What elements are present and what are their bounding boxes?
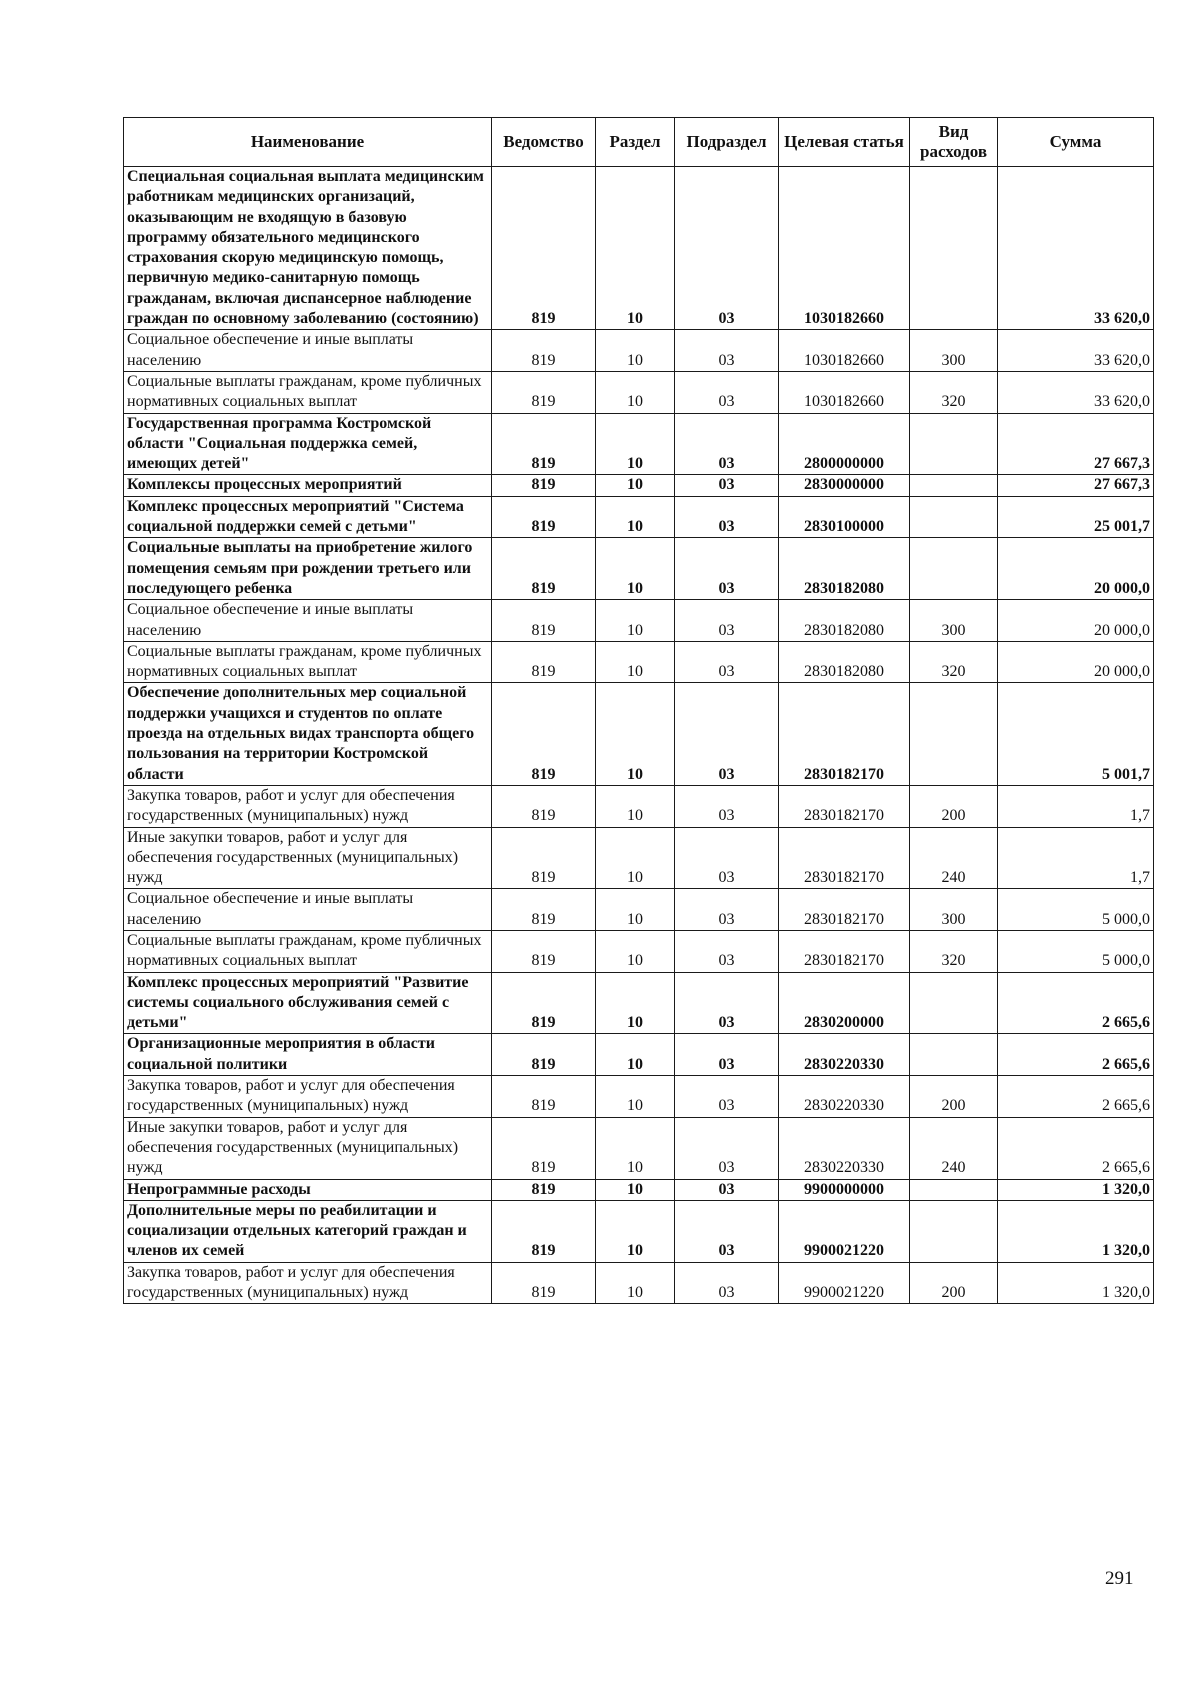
cell-amount: 33 620,0 [998,330,1154,372]
cell-section: 10 [596,683,675,785]
cell-section: 10 [596,167,675,330]
cell-amount: 2 665,6 [998,1034,1154,1076]
cell-expense-type [910,538,998,600]
cell-subsection: 03 [675,1179,779,1200]
cell-target-item: 9900000000 [779,1179,910,1200]
cell-amount: 1 320,0 [998,1200,1154,1262]
cell-subsection: 03 [675,972,779,1034]
cell-target-item: 2830182170 [779,889,910,931]
budget-table-container [123,117,1153,1304]
cell-section: 10 [596,1034,675,1076]
cell-subsection: 03 [675,475,779,496]
cell-amount: 5 000,0 [998,930,1154,972]
table-row [124,167,1154,330]
cell-amount: 33 620,0 [998,371,1154,413]
table-row [124,413,1154,475]
cell-expense-type [910,413,998,475]
cell-amount: 20 000,0 [998,641,1154,683]
cell-subsection: 03 [675,683,779,785]
cell-expense-type [910,1200,998,1262]
cell-target-item: 2830220330 [779,1034,910,1076]
table-row [124,330,1154,372]
cell-target-item: 2830182170 [779,930,910,972]
cell-section: 10 [596,496,675,538]
cell-expense-type [910,1034,998,1076]
cell-target-item: 2830220330 [779,1117,910,1179]
cell-name: Социальные выплаты гражданам, кроме публичных нормативных социальных выплат [124,930,492,972]
cell-subsection: 03 [675,641,779,683]
cell-section: 10 [596,972,675,1034]
cell-name: Государственная программа Костромской области "Социальная поддержка семей, имеющих детей" [124,413,492,475]
cell-amount: 25 001,7 [998,496,1154,538]
budget-table [123,117,1154,1304]
cell-subsection: 03 [675,785,779,827]
cell-subsection: 03 [675,330,779,372]
cell-department: 819 [492,371,596,413]
cell-expense-type [910,1179,998,1200]
cell-subsection: 03 [675,1200,779,1262]
cell-name: Социальные выплаты гражданам, кроме публичных нормативных социальных выплат [124,371,492,413]
cell-department: 819 [492,1200,596,1262]
table-row [124,827,1154,889]
cell-target-item: 2830220330 [779,1076,910,1118]
cell-subsection: 03 [675,371,779,413]
cell-name: Организационные мероприятия в области социальной политики [124,1034,492,1076]
cell-subsection: 03 [675,600,779,642]
table-row [124,600,1154,642]
cell-department: 819 [492,538,596,600]
cell-name: Комплекс процессных мероприятий "Система социальной поддержки семей с детьми" [124,496,492,538]
cell-amount: 20 000,0 [998,600,1154,642]
cell-section: 10 [596,827,675,889]
cell-target-item: 2830182080 [779,538,910,600]
cell-department: 819 [492,785,596,827]
table-row [124,683,1154,785]
cell-name: Закупка товаров, работ и услуг для обеспечения государственных (муниципальных) нужд [124,1262,492,1304]
cell-department: 819 [492,330,596,372]
cell-name: Специальная социальная выплата медицинским работникам медицинских организаций, оказывающим не входящую в базовую программу обязательного медицинского страхования скорую медицинскую помощь, первичную медико-санитарную помощь гражданам, включая диспансерное наблюдение граждан по основному заболеванию (состоянию) [124,167,492,330]
cell-name: Комплекс процессных мероприятий "Развитие системы социального обслуживания семей с детьми" [124,972,492,1034]
cell-expense-type: 320 [910,641,998,683]
cell-amount: 1 320,0 [998,1262,1154,1304]
table-header-row [124,118,1154,167]
table-row [124,475,1154,496]
cell-expense-type: 200 [910,1262,998,1304]
header-subsection: Подраздел [675,118,779,167]
header-target-item: Целевая статья [779,118,910,167]
cell-amount: 27 667,3 [998,413,1154,475]
cell-amount: 5 001,7 [998,683,1154,785]
cell-expense-type [910,683,998,785]
cell-target-item: 1030182660 [779,330,910,372]
header-section: Раздел [596,118,675,167]
cell-name: Иные закупки товаров, работ и услуг для обеспечения государственных (муниципальных) нужд [124,1117,492,1179]
table-row [124,641,1154,683]
table-row [124,1200,1154,1262]
cell-target-item: 1030182660 [779,371,910,413]
cell-expense-type: 200 [910,1076,998,1118]
cell-target-item: 2830100000 [779,496,910,538]
cell-target-item: 2830000000 [779,475,910,496]
cell-section: 10 [596,930,675,972]
cell-department: 819 [492,1262,596,1304]
table-row [124,972,1154,1034]
cell-target-item: 2800000000 [779,413,910,475]
cell-section: 10 [596,1179,675,1200]
cell-section: 10 [596,330,675,372]
table-row [124,1034,1154,1076]
header-department: Ведомство [492,118,596,167]
cell-expense-type: 300 [910,889,998,931]
cell-department: 819 [492,641,596,683]
cell-section: 10 [596,538,675,600]
cell-section: 10 [596,1117,675,1179]
table-row [124,1262,1154,1304]
cell-target-item: 2830182080 [779,600,910,642]
cell-target-item: 9900021220 [779,1262,910,1304]
cell-expense-type: 200 [910,785,998,827]
cell-name: Комплексы процессных мероприятий [124,475,492,496]
cell-subsection: 03 [675,1117,779,1179]
cell-amount: 1,7 [998,827,1154,889]
cell-name: Социальное обеспечение и иные выплаты населению [124,600,492,642]
cell-section: 10 [596,1262,675,1304]
cell-subsection: 03 [675,827,779,889]
cell-target-item: 2830182170 [779,827,910,889]
cell-department: 819 [492,889,596,931]
cell-department: 819 [492,475,596,496]
cell-department: 819 [492,930,596,972]
cell-expense-type [910,496,998,538]
cell-amount: 5 000,0 [998,889,1154,931]
cell-subsection: 03 [675,1262,779,1304]
table-row [124,1076,1154,1118]
cell-section: 10 [596,641,675,683]
cell-amount: 2 665,6 [998,1076,1154,1118]
cell-target-item: 1030182660 [779,167,910,330]
cell-name: Иные закупки товаров, работ и услуг для обеспечения государственных (муниципальных) нужд [124,827,492,889]
cell-expense-type [910,972,998,1034]
cell-amount: 1 320,0 [998,1179,1154,1200]
table-row [124,496,1154,538]
cell-subsection: 03 [675,1076,779,1118]
cell-department: 819 [492,1076,596,1118]
cell-amount: 33 620,0 [998,167,1154,330]
table-row [124,1179,1154,1200]
page-number: 291 [1105,1568,1134,1589]
cell-section: 10 [596,785,675,827]
cell-subsection: 03 [675,889,779,931]
cell-amount: 1,7 [998,785,1154,827]
cell-name: Закупка товаров, работ и услуг для обеспечения государственных (муниципальных) нужд [124,1076,492,1118]
cell-amount: 2 665,6 [998,972,1154,1034]
cell-department: 819 [492,1179,596,1200]
header-amount: Сумма [998,118,1154,167]
cell-expense-type: 320 [910,371,998,413]
cell-department: 819 [492,1117,596,1179]
cell-target-item: 2830182170 [779,785,910,827]
cell-subsection: 03 [675,496,779,538]
cell-department: 819 [492,827,596,889]
cell-department: 819 [492,496,596,538]
cell-expense-type: 240 [910,827,998,889]
header-name: Наименование [124,118,492,167]
cell-department: 819 [492,972,596,1034]
cell-target-item: 2830182170 [779,683,910,785]
cell-section: 10 [596,889,675,931]
cell-subsection: 03 [675,930,779,972]
cell-department: 819 [492,1034,596,1076]
cell-expense-type: 240 [910,1117,998,1179]
table-row [124,930,1154,972]
cell-expense-type: 300 [910,330,998,372]
cell-section: 10 [596,413,675,475]
cell-subsection: 03 [675,538,779,600]
table-row [124,889,1154,931]
table-row [124,371,1154,413]
cell-name: Обеспечение дополнительных мер социальной поддержки учащихся и студентов по оплате проезда на отдельных видах транспорта общего пользования на территории Костромской области [124,683,492,785]
cell-amount: 20 000,0 [998,538,1154,600]
cell-name: Социальное обеспечение и иные выплаты населению [124,889,492,931]
cell-section: 10 [596,1076,675,1118]
table-row [124,785,1154,827]
cell-name: Закупка товаров, работ и услуг для обеспечения государственных (муниципальных) нужд [124,785,492,827]
table-row [124,538,1154,600]
cell-department: 819 [492,683,596,785]
cell-section: 10 [596,600,675,642]
cell-amount: 2 665,6 [998,1117,1154,1179]
cell-expense-type [910,167,998,330]
table-row [124,1117,1154,1179]
cell-expense-type [910,475,998,496]
cell-subsection: 03 [675,167,779,330]
cell-name: Дополнительные меры по реабилитации и социализации отдельных категорий граждан и членов их семей [124,1200,492,1262]
cell-section: 10 [596,475,675,496]
cell-expense-type: 320 [910,930,998,972]
cell-department: 819 [492,413,596,475]
cell-section: 10 [596,371,675,413]
cell-subsection: 03 [675,1034,779,1076]
cell-name: Социальное обеспечение и иные выплаты населению [124,330,492,372]
cell-expense-type: 300 [910,600,998,642]
cell-subsection: 03 [675,413,779,475]
cell-section: 10 [596,1200,675,1262]
cell-target-item: 2830200000 [779,972,910,1034]
cell-department: 819 [492,600,596,642]
cell-name: Социальные выплаты на приобретение жилого помещения семьям при рождении третьего или последующего ребенка [124,538,492,600]
cell-department: 819 [492,167,596,330]
cell-name: Непрограммные расходы [124,1179,492,1200]
cell-name: Социальные выплаты гражданам, кроме публичных нормативных социальных выплат [124,641,492,683]
table-body [124,167,1154,1304]
cell-target-item: 9900021220 [779,1200,910,1262]
cell-target-item: 2830182080 [779,641,910,683]
header-expense-type: Вид расходов [910,118,998,167]
cell-amount: 27 667,3 [998,475,1154,496]
